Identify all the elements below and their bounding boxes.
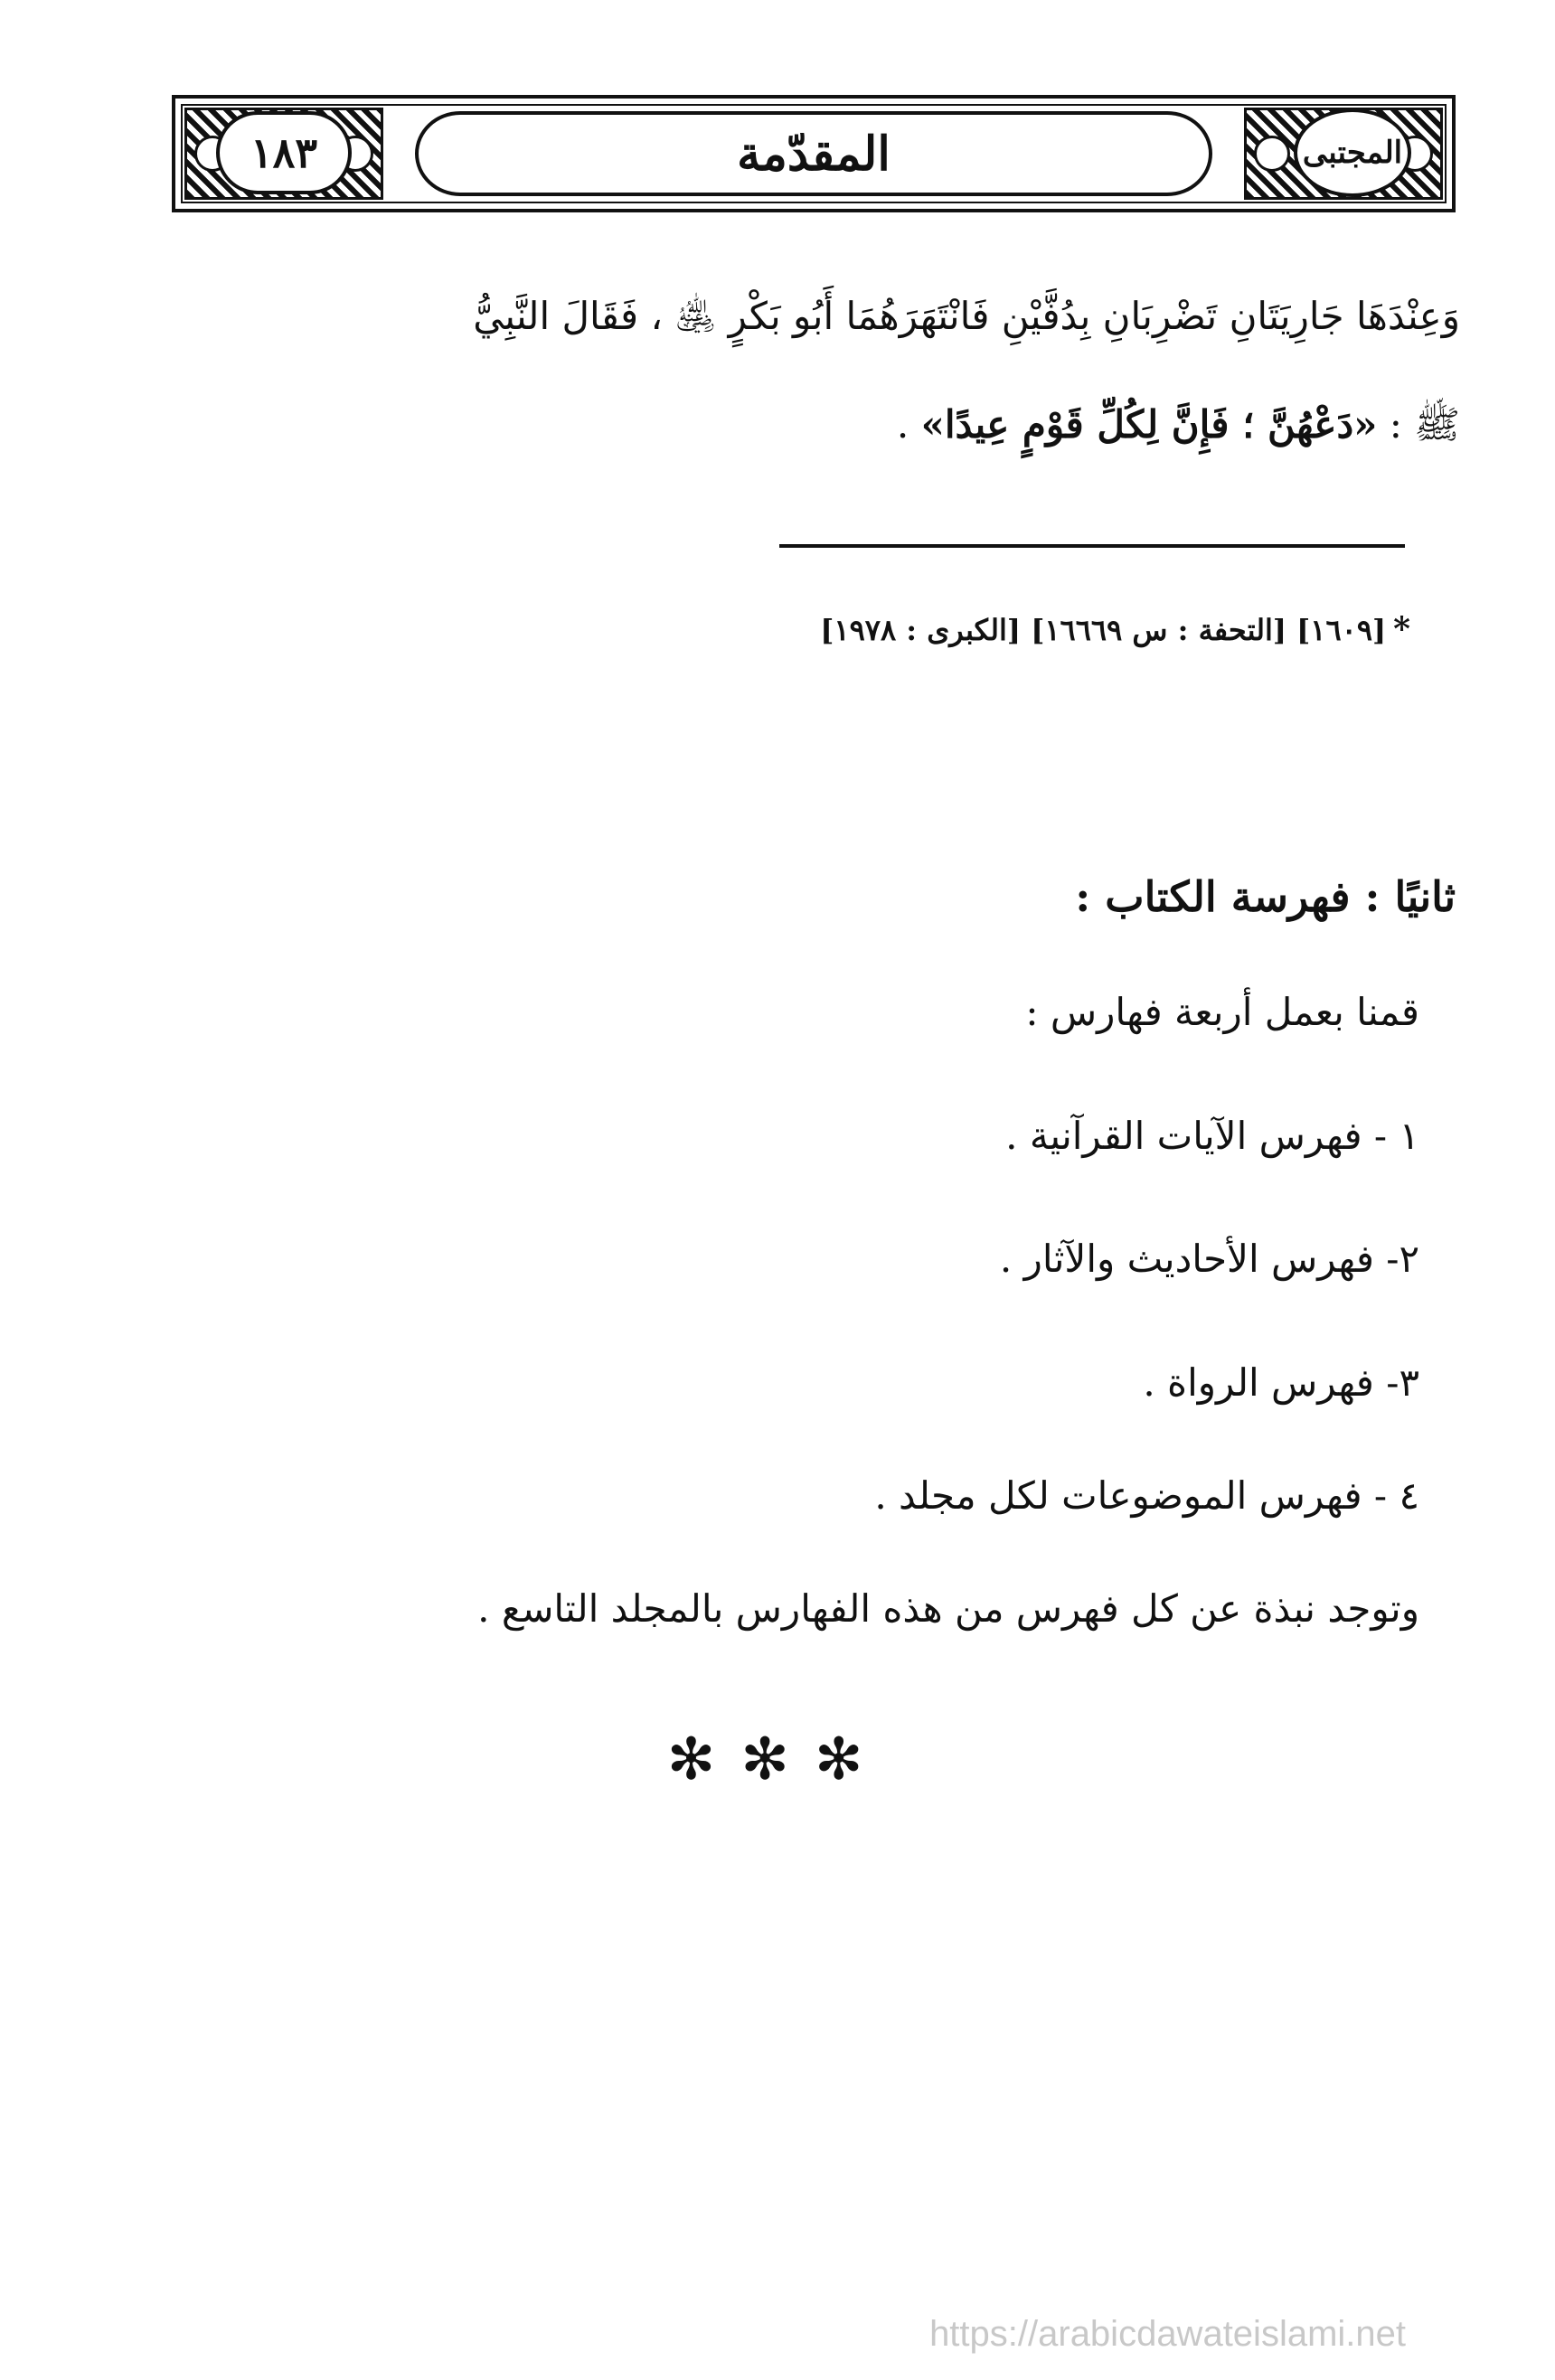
hadith-text-line-1: وَعِنْدَهَا جَارِيَتَانِ تَضْرِبَانِ بِدُفَّيْنِ فَانْتَهَرَهُمَا أَبُو بَكْرٍ ﵁ ، فَقَالَ النَّبِيُّ [473, 294, 1460, 338]
list-item: ١ - فهرس الآيات القرآنية . [1005, 1114, 1419, 1158]
chapter-title: المقدّمة [737, 126, 891, 182]
prophet-quote: «دَعْهُنَّ ؛ فَإِنَّ لِكُلِّ قَوْمٍ عِيدًا» [920, 402, 1378, 447]
asterism-separator: ✻✻✻ [666, 1726, 889, 1793]
hadith-text-line-2 [172, 398, 1460, 452]
footnote [820, 610, 1410, 648]
ornament-knot [1254, 136, 1290, 172]
chapter-title-cartouche [415, 111, 1212, 196]
hadith-line-2-suffix: . [896, 402, 921, 447]
list-item: ٤ - فهرس الموضوعات لكل مجلد . [874, 1473, 1419, 1518]
section-closing: وتوجد نبذة عن كل فهرس من هذه الفهارس بالمجلد التاسع . [477, 1586, 1419, 1631]
page-number-medallion [216, 111, 352, 194]
list-item: ٣- فهرس الرواة . [1143, 1360, 1419, 1405]
section-intro: قمنا بعمل أربعة فهارس : [1025, 990, 1419, 1034]
book-logo-medallion [1294, 108, 1411, 197]
list-item: ٢- فهرس الأحاديث والآثار . [999, 1237, 1419, 1281]
page-number: ١٨٣ [250, 128, 318, 177]
watermark-url: https://arabicdawateislami.net [929, 2314, 1406, 2354]
footnote-divider [779, 544, 1405, 548]
page-header-ornament [172, 95, 1456, 212]
footnote-star: * [1393, 610, 1410, 648]
hadith-line-2-prefix: ﷺ : [1377, 402, 1460, 447]
book-logo: المجتبى [1302, 135, 1403, 171]
footnote-text: [١٦٠٩] [التحفة : س ١٦٦٦٩] [الكبرى : ١٩٧٨] [820, 613, 1387, 647]
section-heading: ثانيًا : فهرسة الكتاب : [1075, 872, 1456, 921]
